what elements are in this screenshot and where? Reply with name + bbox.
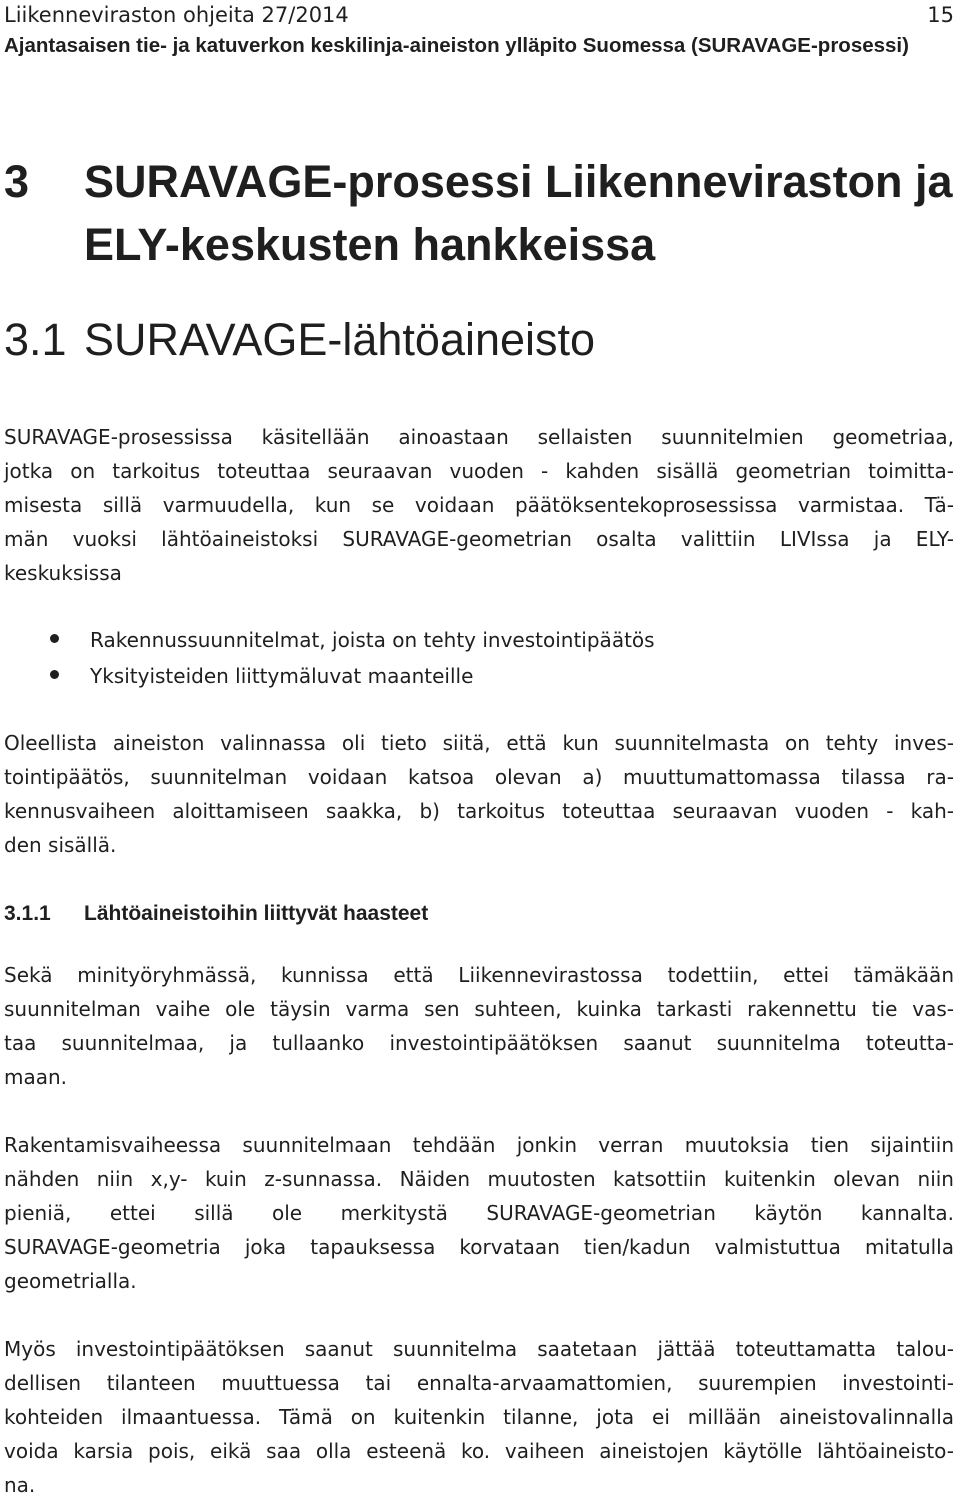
paragraph-intro [4, 420, 954, 590]
chapter-number: 3 [4, 156, 30, 207]
section-title: SURAVAGE-lähtöaineisto [84, 314, 596, 365]
header-series: Liikenneviraston ohjeita 27/2014 [4, 3, 349, 27]
list-item-text: Rakennussuunnitelmat, joista on tehty investointipäätös [90, 628, 655, 652]
bullet-icon [50, 670, 59, 679]
paragraph-line: jotka on tarkoitus toteuttaa seuraavan vuoden - kahden sisällä geometrian toimitta- [4, 459, 954, 483]
paragraph-line: kohteiden ilmaantuessa. Tämä on kuitenkin tilanne, jota ei millään aineistovalinnalla [4, 1405, 954, 1429]
paragraph-line: SURAVAGE-prosessissa käsitellään ainoastaan sellaisten suunnitelmien geometriaa, [4, 425, 954, 449]
paragraph-line: Myös investointipäätöksen saanut suunnitelma saatetaan jättää toteuttamatta talou- [4, 1337, 954, 1361]
bullet-list [4, 622, 655, 694]
paragraph-line: pieniä, ettei sillä ole merkitystä SURAVAGE-geometrian käytön kannalta. [4, 1201, 954, 1225]
paragraph-line: tointipäätös, suunnitelman voidaan katsoa olevan a) muuttumattomassa tilassa ra- [4, 765, 954, 789]
paragraph-challenges [4, 958, 954, 1094]
paragraph-line: keskuksissa [4, 561, 122, 585]
paragraph-line: suunnitelman vaihe ole täysin varma sen suhteen, kuinka tarkasti rakennettu tie vas- [4, 997, 954, 1021]
chapter-title-line1: SURAVAGE-prosessi Liikenneviraston ja [84, 156, 953, 207]
subsection-number: 3.1.1 [4, 902, 51, 925]
paragraph-line: Oleellista aineiston valinnassa oli tieto siitä, että kun suunnitelmasta on tehty inves- [4, 731, 954, 755]
paragraph-line: taa suunnitelmaa, ja tullaanko investointipäätöksen saanut suunnitelma toteutta- [4, 1031, 954, 1055]
paragraph-line: kennusvaiheen aloittamiseen saakka, b) tarkoitus toteuttaa seuraavan vuoden - kah- [4, 799, 954, 823]
paragraph-line: na. [4, 1473, 36, 1497]
section-number: 3.1 [4, 314, 67, 365]
paragraph-line: geometrialla. [4, 1269, 137, 1293]
header-doc-title: Ajantasaisen tie- ja katuverkon keskilinja-aineiston ylläpito Suomessa (SURAVAGE-prosessi) [4, 34, 909, 57]
subsection-heading [4, 898, 428, 930]
paragraph-construction [4, 1128, 954, 1298]
paragraph-investment [4, 1332, 954, 1502]
paragraph-line: misesta sillä varmuudella, kun se voidaan päätöksentekoprosessissa varmistaa. Tä- [4, 493, 954, 517]
paragraph-line: Rakentamisvaiheessa suunnitelmaan tehdään jonkin verran muutoksia tien sijaintiin [4, 1133, 954, 1157]
paragraph-line: män vuoksi lähtöaineistoksi SURAVAGE-geometrian osalta valittiin LIVIssa ja ELY- [4, 527, 954, 551]
subsection-title: Lähtöaineistoihin liittyvät haasteet [84, 902, 429, 925]
paragraph-line: nähden niin x,y- kuin z-sunnassa. Näiden muutosten katsottiin kuitenkin olevan niin [4, 1167, 954, 1191]
list-item [4, 658, 655, 694]
paragraph-line: voida karsia pois, eikä saa olla esteenä ko. vaiheen aineistojen käytölle lähtöaineisto- [4, 1439, 954, 1463]
paragraph-line: dellisen tilanteen muuttuessa tai ennalta-arvaamattomien, suurempien investointi- [4, 1371, 954, 1395]
paragraph-line: SURAVAGE-geometria joka tapauksessa korvataan tien/kadun valmistuttua mitatulla [4, 1235, 954, 1259]
section-heading [4, 310, 595, 370]
paragraph-line: maan. [4, 1065, 68, 1089]
list-item [4, 622, 655, 658]
paragraph-line: den sisällä. [4, 833, 117, 857]
chapter-title-line2: ELY-keskusten hankkeissa [84, 219, 656, 270]
list-item-text: Yksityisteiden liittymäluvat maanteille [90, 664, 474, 688]
page-number: 15 [927, 3, 954, 27]
paragraph-selection [4, 726, 954, 862]
page-header [4, 0, 956, 62]
paragraph-line: Sekä minityöryhmässä, kunnissa että Liikennevirastossa todettiin, ettei tämäkään [4, 963, 954, 987]
chapter-heading [4, 150, 956, 276]
header-series-line [4, 0, 956, 30]
bullet-icon [50, 634, 59, 643]
